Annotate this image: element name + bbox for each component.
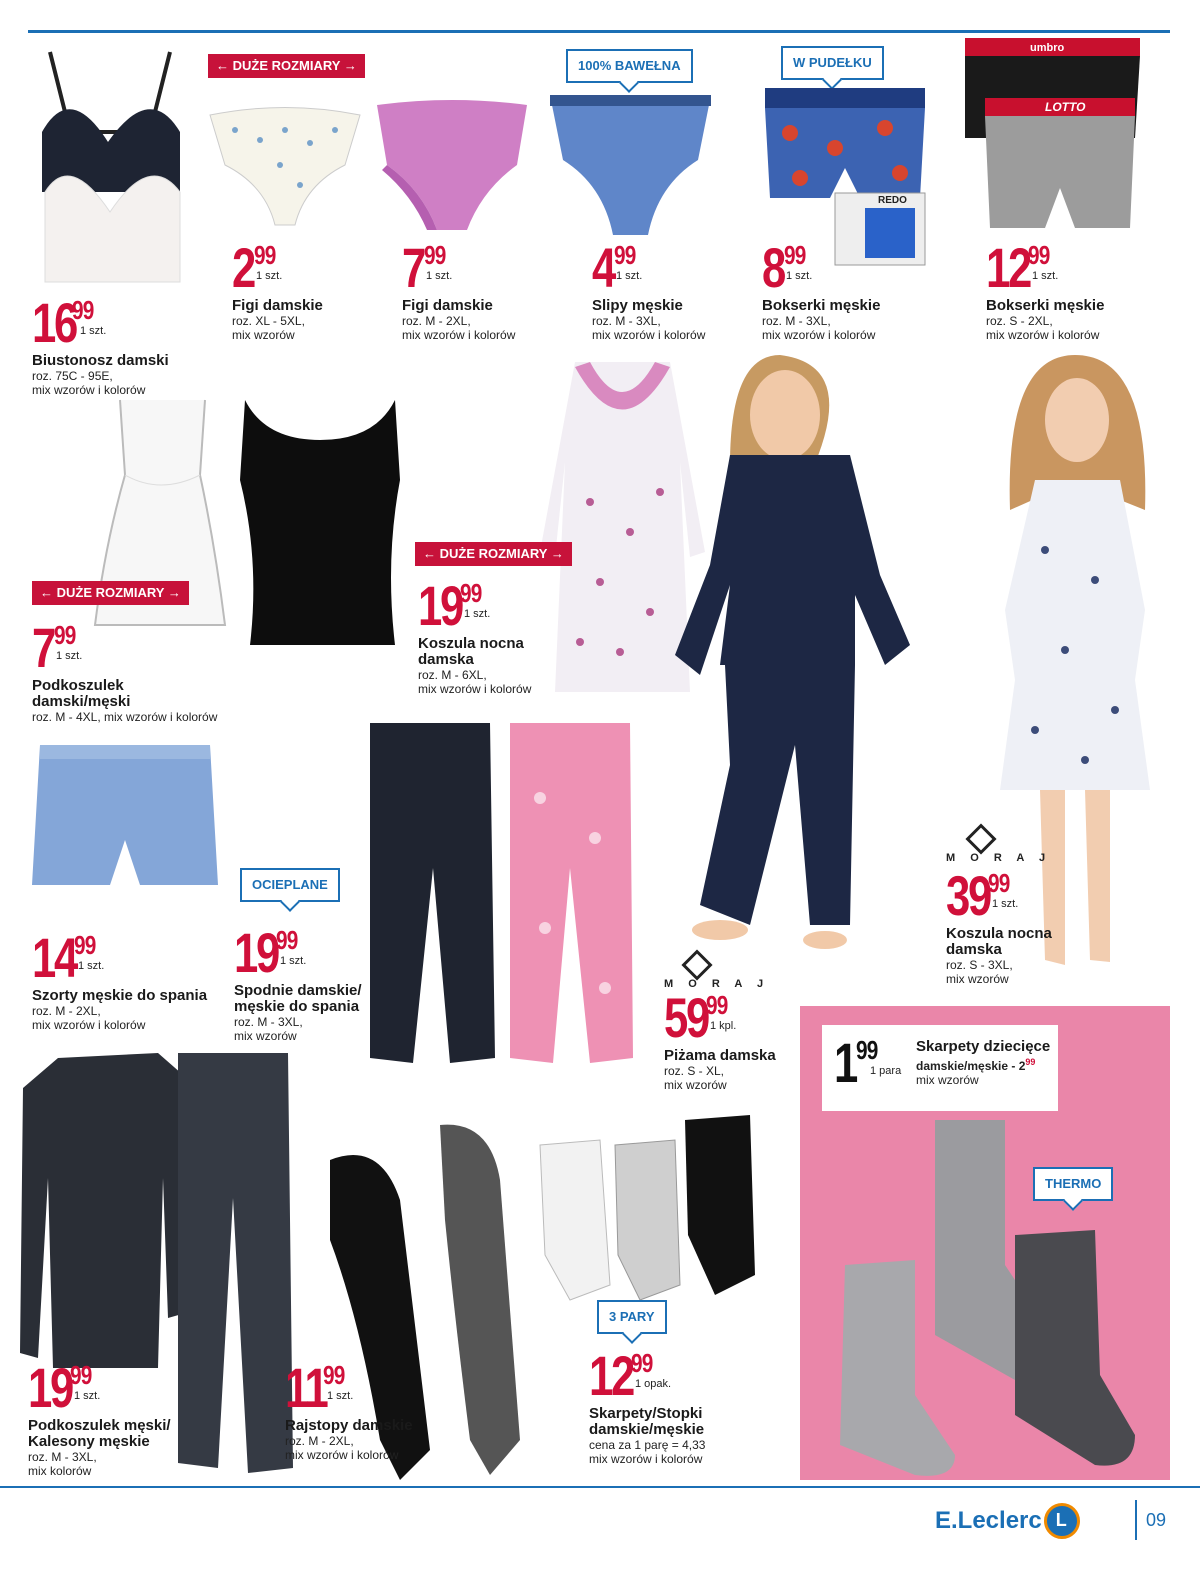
footer-divider (1135, 1500, 1137, 1540)
product-desc: roz. M - 4XL, mix wzorów i kolorów (32, 710, 218, 724)
product-name: Koszula nocna (946, 925, 1052, 942)
bottom-rule (0, 1486, 1200, 1488)
brand-redo: REDO (878, 195, 907, 206)
product-pizama (664, 986, 776, 1092)
product-name-2: Kalesony męskie (28, 1433, 150, 1450)
price-unit: 1 szt. (56, 650, 83, 662)
product-name-2: męskie do spania (234, 998, 360, 1015)
product-desc: roz. S - XL, (664, 1064, 725, 1078)
tag-duze-rozmiary: ← DUŻE ROZMIARY → (32, 581, 189, 605)
price-zl: 1 (834, 1031, 856, 1094)
price-unit: 1 szt. (80, 325, 107, 337)
brand-name: E.Leclerc (935, 1507, 1042, 1535)
product-name: Spodnie damskie/ (234, 982, 362, 999)
sleep-pants-image (365, 718, 640, 1070)
product-szorty (32, 926, 208, 1032)
price-gr: 99 (706, 990, 728, 1020)
price (664, 986, 776, 1049)
product-name: Bokserki męskie (986, 297, 1105, 314)
tag-3-pary: 3 PARY (597, 1300, 667, 1334)
product-name: Slipy męskie (592, 297, 683, 314)
product-desc (916, 1055, 1050, 1073)
product-desc-sup: 99 (1025, 1057, 1036, 1067)
product-name: Podkoszulek (32, 677, 124, 694)
product-name-2: damskie/męskie (589, 1421, 705, 1438)
price-zl: 16 (32, 291, 76, 354)
price-zl: 59 (664, 986, 708, 1049)
brand-umbro: umbro (1030, 42, 1065, 54)
product-desc: mix wzorów i kolorów (32, 383, 146, 397)
product-desc: roz. M - 3XL, (762, 314, 831, 328)
brand-moraj: M O R A J (946, 852, 1052, 864)
price-zl: 8 (762, 236, 784, 299)
price (28, 1356, 171, 1419)
product-name: Bokserki męskie (762, 297, 881, 314)
product-skarpety-dzieciece-info (916, 1037, 1050, 1087)
product-name: Biustonosz damski (32, 352, 169, 369)
product-figi-1 (232, 236, 323, 342)
price-gr: 99 (1028, 240, 1050, 270)
leclerc-logo (935, 1506, 1080, 1540)
product-bokserki-2 (986, 236, 1105, 342)
price-unit: 1 szt. (1032, 270, 1059, 282)
brand-lotto: LOTTO (1045, 100, 1086, 114)
product-desc: roz. M - 2XL, (32, 1004, 101, 1018)
price-unit: 1 szt. (786, 270, 813, 282)
product-desc: mix wzorów (916, 1073, 979, 1087)
product-desc: roz. 75C - 95E, (32, 369, 113, 383)
logo-letter: L (1055, 1510, 1067, 1530)
product-desc: roz. S - 3XL, (946, 958, 1013, 972)
price (592, 236, 705, 299)
product-desc: cena za 1 parę = 4,33 (589, 1438, 706, 1452)
product-koszula-1 (418, 574, 532, 696)
panties-pink-image (372, 95, 532, 235)
price-zl: 19 (418, 574, 462, 637)
top-rule (28, 30, 1170, 33)
product-desc: mix wzorów i kolorów (589, 1452, 703, 1466)
product-figi-2 (402, 236, 516, 342)
price (418, 574, 531, 637)
price-unit: 1 opak. (635, 1378, 672, 1390)
product-koszula-2 (946, 864, 1052, 986)
product-kalesony (28, 1356, 171, 1478)
product-bokserki-1 (762, 236, 881, 342)
product-desc: mix wzorów (664, 1078, 727, 1092)
price-zl: 12 (986, 236, 1030, 299)
product-desc: roz. XL - 5XL, (232, 314, 305, 328)
tag-thermo: THERMO (1033, 1167, 1113, 1201)
product-name: Rajstopy damskie (285, 1417, 413, 1434)
product-name: Skarpety dziecięce (916, 1038, 1051, 1055)
briefs-blue-image (548, 90, 713, 240)
price (232, 236, 323, 299)
product-name-2: damska (418, 651, 474, 668)
price (762, 236, 880, 299)
price-unit: 1 szt. (74, 1390, 101, 1402)
product-spodnie (234, 921, 362, 1043)
product-desc: mix wzorów i kolorów (32, 1018, 146, 1032)
price-gr: 99 (72, 295, 94, 325)
product-name-2: damska (946, 941, 1002, 958)
price-zl: 11 (285, 1356, 327, 1419)
price (402, 236, 515, 299)
product-desc: mix wzorów (946, 972, 1009, 986)
product-stopki (589, 1344, 706, 1466)
price (32, 616, 217, 679)
price-zl: 14 (32, 926, 76, 989)
tag-100-bawelna: 100% BAWEŁNA (566, 49, 693, 83)
price-unit: 1 szt. (426, 270, 453, 282)
price-zl: 19 (28, 1356, 72, 1419)
brand-moraj: M O R A J (664, 978, 770, 990)
product-desc: roz. M - 2XL, (285, 1434, 354, 1448)
price (234, 921, 362, 984)
product-slipy (592, 236, 706, 342)
price-unit: 1 szt. (280, 955, 307, 967)
product-name: Szorty męskie do spania (32, 987, 208, 1004)
product-desc: roz. S - 2XL, (986, 314, 1053, 328)
product-desc: roz. M - 3XL, (28, 1450, 97, 1464)
price (986, 236, 1104, 299)
product-desc: mix wzorów (232, 328, 295, 342)
price-zl: 19 (234, 921, 278, 984)
price-unit: 1 szt. (992, 898, 1019, 910)
price-gr: 99 (323, 1360, 345, 1390)
leclerc-circle-icon (1044, 1503, 1080, 1539)
product-desc: mix wzorów i kolorów (762, 328, 876, 342)
bra-image (30, 42, 190, 292)
page-number: 09 (1146, 1510, 1167, 1530)
price (946, 864, 1052, 927)
product-name: Koszula nocna (418, 635, 524, 652)
price-gr: 99 (424, 240, 446, 270)
price-unit: 1 para (870, 1065, 902, 1077)
product-desc: roz. M - 2XL, (402, 314, 471, 328)
product-desc: mix wzorów i kolorów (285, 1448, 399, 1462)
product-name-2: damski/męski (32, 693, 131, 710)
price-zl: 39 (946, 864, 990, 927)
price-unit: 1 szt. (256, 270, 283, 282)
price-zl: 4 (592, 236, 614, 299)
price-unit: 1 szt. (616, 270, 643, 282)
tag-duze-rozmiary: ← DUŻE ROZMIARY → (208, 54, 365, 78)
price (32, 926, 207, 989)
product-desc: mix kolorów (28, 1464, 92, 1478)
product-desc: roz. M - 3XL, (234, 1015, 303, 1029)
tag-duze-rozmiary: ← DUŻE ROZMIARY → (415, 542, 572, 566)
price-unit: 1 szt. (327, 1390, 354, 1402)
price-zl: 7 (32, 616, 54, 679)
product-desc: mix wzorów i kolorów (986, 328, 1100, 342)
price-gr: 99 (70, 1360, 92, 1390)
price-gr: 99 (988, 868, 1010, 898)
black-tank-top-image (235, 390, 405, 650)
price-gr: 99 (856, 1035, 878, 1065)
price (285, 1356, 413, 1419)
product-desc: roz. M - 3XL, (592, 314, 661, 328)
thermo-socks-image (815, 1115, 1155, 1480)
product-name: Figi damskie (232, 297, 323, 314)
shorts-image (30, 740, 220, 890)
price-gr: 99 (254, 240, 276, 270)
price-zl: 7 (402, 236, 424, 299)
price (589, 1344, 705, 1407)
panties-white-image (205, 105, 365, 230)
boxers-umbro-lotto-image (945, 38, 1145, 238)
product-podkoszulek (32, 616, 218, 724)
price-gr: 99 (784, 240, 806, 270)
price-unit: 1 szt. (78, 960, 105, 972)
product-desc-text: damskie/męskie - 2 (916, 1059, 1026, 1073)
tag-ocieplane: OCIEPLANE (240, 868, 340, 902)
product-biustonosz (32, 291, 169, 397)
price (32, 291, 169, 354)
product-desc: mix wzorów i kolorów (402, 328, 516, 342)
pyjama-model-image (630, 345, 970, 965)
product-name: Piżama damska (664, 1047, 776, 1064)
price-gr: 99 (614, 240, 636, 270)
product-desc: mix wzorów i kolorów (418, 682, 532, 696)
product-rajstopy (285, 1356, 413, 1462)
price-gr: 99 (276, 925, 298, 955)
product-name: Podkoszulek męski/ (28, 1417, 171, 1434)
socks-packs-image (530, 1105, 765, 1305)
price-zl: 12 (589, 1344, 633, 1407)
product-desc: mix wzorów (234, 1029, 297, 1043)
product-name: Skarpety/Stopki (589, 1405, 703, 1422)
product-name: Figi damskie (402, 297, 493, 314)
price-gr: 99 (460, 578, 482, 608)
price-gr: 99 (631, 1348, 653, 1378)
price-gr: 99 (54, 620, 76, 650)
price-zl: 2 (232, 236, 254, 299)
price-unit: 1 szt. (464, 608, 491, 620)
price-unit: 1 kpl. (710, 1020, 737, 1032)
tag-w-pudelku: W PUDEŁKU (781, 46, 884, 80)
product-desc: mix wzorów i kolorów (592, 328, 706, 342)
product-desc: roz. M - 6XL, (418, 668, 487, 682)
price-gr: 99 (74, 930, 96, 960)
